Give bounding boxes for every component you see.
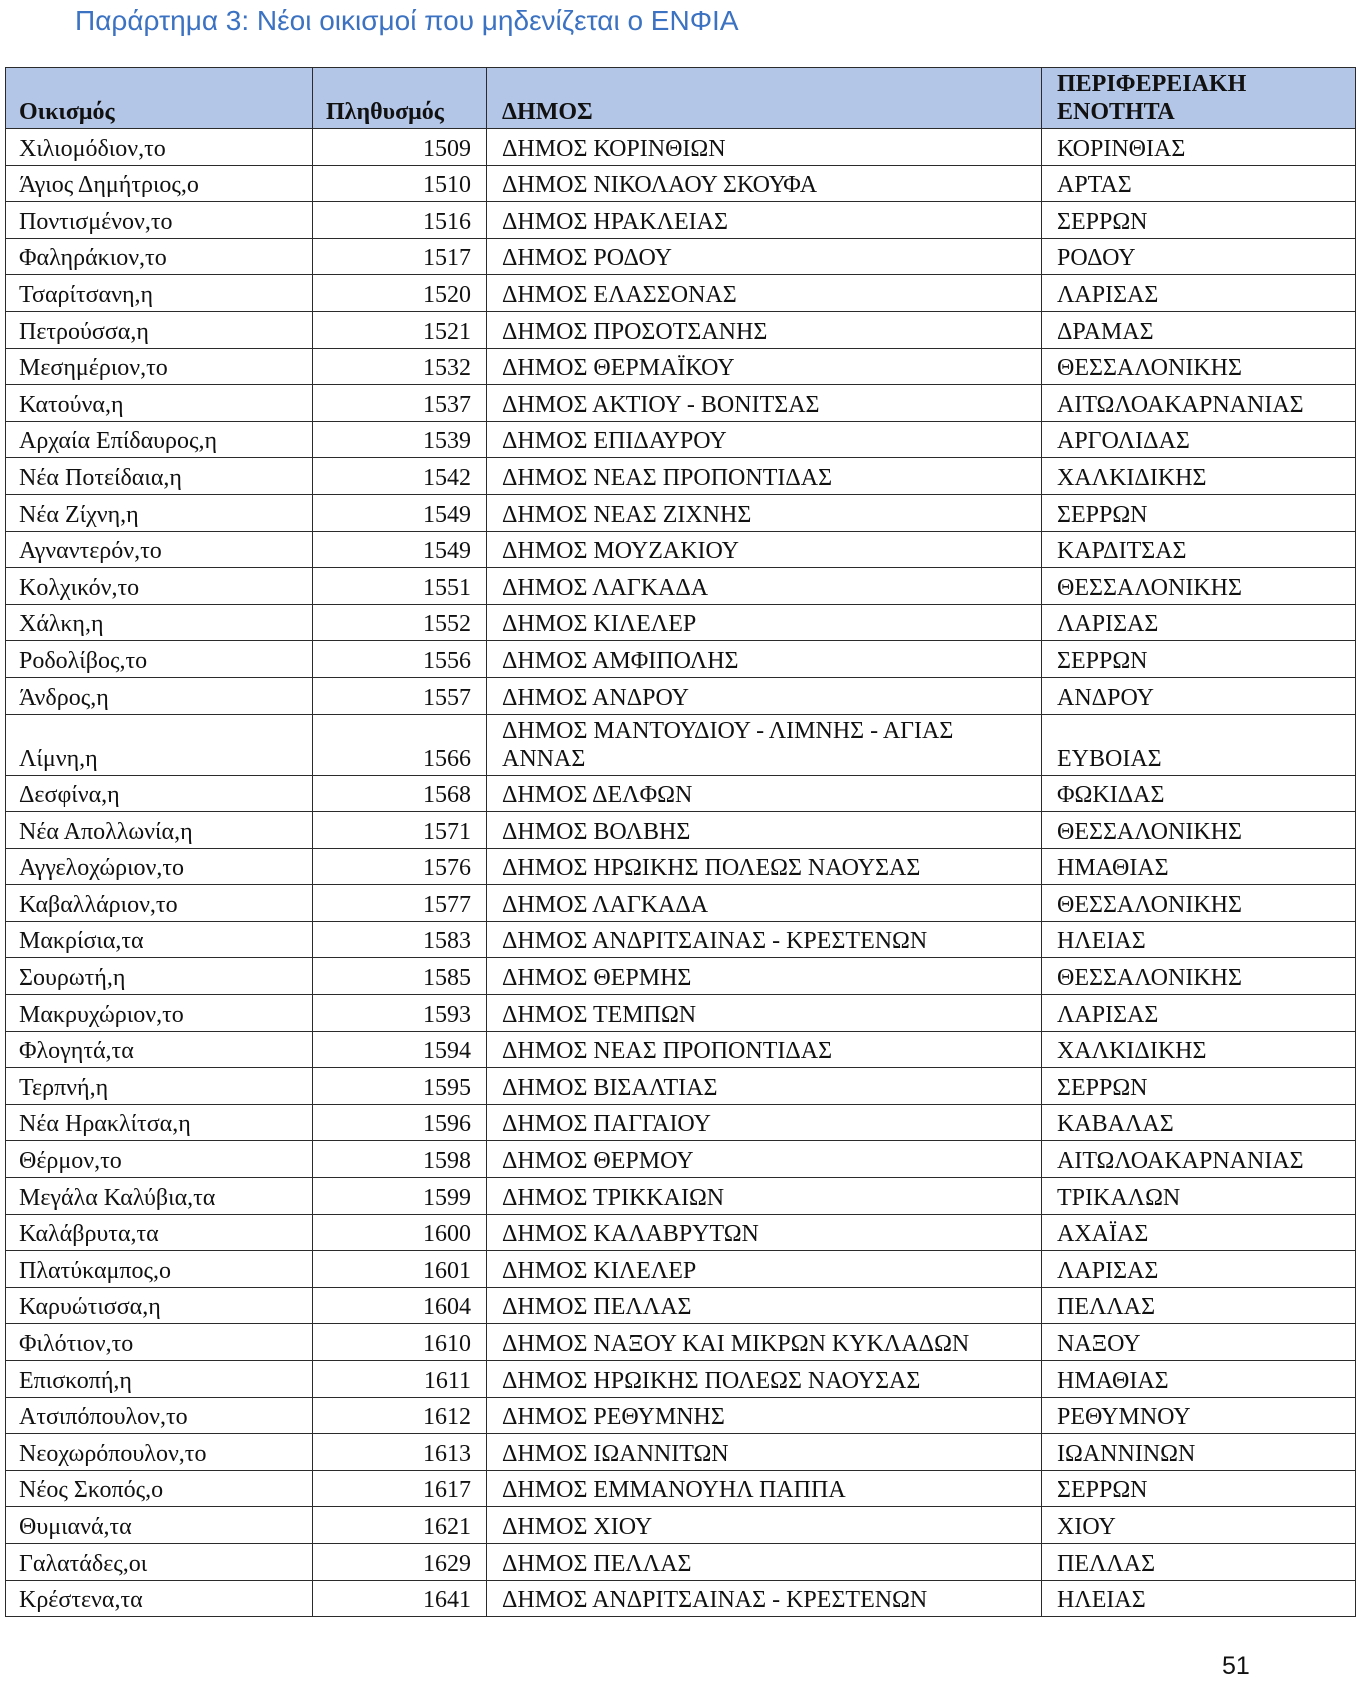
population-cell: 1583	[313, 921, 487, 958]
settlements-table	[5, 67, 1356, 1617]
regional-unit-cell: ΛΑΡΙΣΑΣ	[1042, 604, 1356, 641]
municipality-cell: ΔΗΜΟΣ ΛΑΓΚΑΔΑ	[487, 885, 1042, 922]
population-cell: 1611	[313, 1361, 487, 1398]
population-cell: 1556	[313, 641, 487, 678]
municipality-cell: ΔΗΜΟΣ ΤΕΜΠΩΝ	[487, 995, 1042, 1032]
settlement-cell: Μακρυχώριον,το	[6, 995, 313, 1032]
regional-unit-cell: ΧΑΛΚΙΔΙΚΗΣ	[1042, 458, 1356, 495]
regional-unit-cell: ΚΟΡΙΝΘΙΑΣ	[1042, 129, 1356, 166]
regional-unit-cell: ΣΕΡΡΩΝ	[1042, 494, 1356, 531]
municipality-cell: ΔΗΜΟΣ ΡΕΘΥΜΝΗΣ	[487, 1397, 1042, 1434]
regional-unit-cell: ΧΙΟΥ	[1042, 1507, 1356, 1544]
table-row	[6, 568, 1356, 605]
population-cell: 1593	[313, 995, 487, 1032]
table-row	[6, 1251, 1356, 1288]
header-population: Πληθυσμός	[313, 68, 487, 129]
municipality-cell: ΔΗΜΟΣ ΝΑΞΟΥ ΚΑΙ ΜΙΚΡΩΝ ΚΥΚΛΑΔΩΝ	[487, 1324, 1042, 1361]
settlement-cell: Χάλκη,η	[6, 604, 313, 641]
settlement-cell: Αγναντερόν,το	[6, 531, 313, 568]
population-cell: 1549	[313, 494, 487, 531]
table-row	[6, 1397, 1356, 1434]
municipality-cell: ΔΗΜΟΣ ΗΡΑΚΛΕΙΑΣ	[487, 202, 1042, 239]
table-row	[6, 958, 1356, 995]
population-cell: 1510	[313, 165, 487, 202]
table-row	[6, 885, 1356, 922]
population-cell: 1557	[313, 677, 487, 714]
regional-unit-cell: ΚΑΒΑΛΑΣ	[1042, 1104, 1356, 1141]
table-row	[6, 1214, 1356, 1251]
municipality-cell: ΔΗΜΟΣ ΙΩΑΝΝΙΤΩΝ	[487, 1434, 1042, 1471]
table-row	[6, 677, 1356, 714]
municipality-cell: ΔΗΜΟΣ ΗΡΩΙΚΗΣ ΠΟΛΕΩΣ ΝΑΟΥΣΑΣ	[487, 1361, 1042, 1398]
settlement-cell: Νέος Σκοπός,ο	[6, 1470, 313, 1507]
population-cell: 1537	[313, 385, 487, 422]
municipality-cell: ΔΗΜΟΣ ΜΟΥΖΑΚΙΟΥ	[487, 531, 1042, 568]
regional-unit-cell: ΦΩΚΙΔΑΣ	[1042, 775, 1356, 812]
population-cell: 1596	[313, 1104, 487, 1141]
regional-unit-cell: ΛΑΡΙΣΑΣ	[1042, 1251, 1356, 1288]
regional-unit-cell: ΝΑΞΟΥ	[1042, 1324, 1356, 1361]
population-cell: 1516	[313, 202, 487, 239]
settlement-cell: Πετρούσσα,η	[6, 311, 313, 348]
population-cell: 1617	[313, 1470, 487, 1507]
population-cell: 1613	[313, 1434, 487, 1471]
table-row	[6, 1104, 1356, 1141]
regional-unit-cell: ΕΥΒΟΙΑΣ	[1042, 714, 1356, 775]
municipality-cell: ΔΗΜΟΣ ΕΜΜΑΝΟΥΗΛ ΠΑΠΠΑ	[487, 1470, 1042, 1507]
municipality-cell: ΔΗΜΟΣ ΕΠΙΔΑΥΡΟΥ	[487, 421, 1042, 458]
table-row	[6, 848, 1356, 885]
regional-unit-cell: ΑΙΤΩΛΟΑΚΑΡΝΑΝΙΑΣ	[1042, 1141, 1356, 1178]
settlement-cell: Μακρίσια,τα	[6, 921, 313, 958]
population-cell: 1566	[313, 714, 487, 775]
table-row	[6, 1287, 1356, 1324]
settlement-cell: Καλάβρυτα,τα	[6, 1214, 313, 1251]
population-cell: 1595	[313, 1068, 487, 1105]
regional-unit-cell: ΧΑΛΚΙΔΙΚΗΣ	[1042, 1031, 1356, 1068]
table-row	[6, 812, 1356, 849]
table-row	[6, 1361, 1356, 1398]
table-body	[6, 129, 1356, 1617]
settlement-cell: Ροδολίβος,το	[6, 641, 313, 678]
table-header	[6, 68, 1356, 129]
table-row	[6, 165, 1356, 202]
settlement-cell: Δεσφίνα,η	[6, 775, 313, 812]
population-cell: 1599	[313, 1178, 487, 1215]
table-row	[6, 714, 1356, 775]
page-number: 51	[1222, 1652, 1250, 1680]
header-municipality: ΔΗΜΟΣ	[487, 68, 1042, 129]
table-row	[6, 1141, 1356, 1178]
municipality-cell: ΔΗΜΟΣ ΠΕΛΛΑΣ	[487, 1287, 1042, 1324]
municipality-cell: ΔΗΜΟΣ ΝΕΑΣ ΠΡΟΠΟΝΤΙΔΑΣ	[487, 1031, 1042, 1068]
regional-unit-cell: ΑΧΑΪΑΣ	[1042, 1214, 1356, 1251]
settlement-cell: Σουρωτή,η	[6, 958, 313, 995]
regional-unit-cell: ΗΜΑΘΙΑΣ	[1042, 848, 1356, 885]
header-row	[6, 68, 1356, 129]
population-cell: 1585	[313, 958, 487, 995]
table-row	[6, 995, 1356, 1032]
regional-unit-cell: ΣΕΡΡΩΝ	[1042, 1068, 1356, 1105]
settlement-cell: Ποντισμένον,το	[6, 202, 313, 239]
population-cell: 1600	[313, 1214, 487, 1251]
table-row	[6, 531, 1356, 568]
municipality-cell: ΔΗΜΟΣ ΧΙΟΥ	[487, 1507, 1042, 1544]
municipality-cell: ΔΗΜΟΣ ΔΕΛΦΩΝ	[487, 775, 1042, 812]
population-cell: 1629	[313, 1543, 487, 1580]
population-cell: 1641	[313, 1580, 487, 1617]
settlement-cell: Μεσημέριον,το	[6, 348, 313, 385]
table-row	[6, 311, 1356, 348]
population-cell: 1509	[313, 129, 487, 166]
table-row	[6, 348, 1356, 385]
municipality-cell: ΔΗΜΟΣ ΚΑΛΑΒΡΥΤΩΝ	[487, 1214, 1042, 1251]
regional-unit-cell: ΑΡΤΑΣ	[1042, 165, 1356, 202]
population-cell: 1539	[313, 421, 487, 458]
municipality-cell: ΔΗΜΟΣ ΒΙΣΑΛΤΙΑΣ	[487, 1068, 1042, 1105]
settlement-cell: Νέα Ζίχνη,η	[6, 494, 313, 531]
regional-unit-cell: ΛΑΡΙΣΑΣ	[1042, 995, 1356, 1032]
settlement-cell: Νέα Απολλωνία,η	[6, 812, 313, 849]
settlement-cell: Αρχαία Επίδαυρος,η	[6, 421, 313, 458]
settlement-cell: Νέα Ποτείδαια,η	[6, 458, 313, 495]
settlement-cell: Κολχικόν,το	[6, 568, 313, 605]
regional-unit-cell: ΡΕΘΥΜΝΟΥ	[1042, 1397, 1356, 1434]
page-title: Παράρτημα 3: Νέοι οικισμοί που μηδενίζεται ο ΕΝΦΙΑ	[75, 5, 739, 36]
population-cell: 1521	[313, 311, 487, 348]
regional-unit-cell: ΗΛΕΙΑΣ	[1042, 1580, 1356, 1617]
population-cell: 1552	[313, 604, 487, 641]
population-cell: 1598	[313, 1141, 487, 1178]
settlement-cell: Φλογητά,τα	[6, 1031, 313, 1068]
settlement-cell: Λίμνη,η	[6, 714, 313, 775]
population-cell: 1520	[313, 275, 487, 312]
population-cell: 1551	[313, 568, 487, 605]
regional-unit-cell: ΑΝΔΡΟΥ	[1042, 677, 1356, 714]
municipality-cell: ΔΗΜΟΣ ΒΟΛΒΗΣ	[487, 812, 1042, 849]
table-row	[6, 1580, 1356, 1617]
regional-unit-cell: ΡΟΔΟΥ	[1042, 238, 1356, 275]
population-cell: 1532	[313, 348, 487, 385]
municipality-cell: ΔΗΜΟΣ ΝΙΚΟΛΑΟΥ ΣΚΟΥΦΑ	[487, 165, 1042, 202]
municipality-cell: ΔΗΜΟΣ ΚΙΛΕΛΕΡ	[487, 1251, 1042, 1288]
table-row	[6, 1507, 1356, 1544]
municipality-cell: ΔΗΜΟΣ ΠΡΟΣΟΤΣΑΝΗΣ	[487, 311, 1042, 348]
municipality-cell: ΔΗΜΟΣ ΜΑΝΤΟΥΔΙΟΥ - ΛΙΜΝΗΣ - ΑΓΙΑΣ ΑΝΝΑΣ	[487, 714, 1042, 775]
table-row	[6, 238, 1356, 275]
header-settlement: Οικισμός	[6, 68, 313, 129]
population-cell: 1610	[313, 1324, 487, 1361]
population-cell: 1577	[313, 885, 487, 922]
population-cell: 1601	[313, 1251, 487, 1288]
population-cell: 1571	[313, 812, 487, 849]
settlement-cell: Κρέστενα,τα	[6, 1580, 313, 1617]
table-row	[6, 1543, 1356, 1580]
municipality-cell: ΔΗΜΟΣ ΠΑΓΓΑΙΟΥ	[487, 1104, 1042, 1141]
regional-unit-cell: ΛΑΡΙΣΑΣ	[1042, 275, 1356, 312]
regional-unit-cell: ΑΙΤΩΛΟΑΚΑΡΝΑΝΙΑΣ	[1042, 385, 1356, 422]
municipality-cell: ΔΗΜΟΣ ΡΟΔΟΥ	[487, 238, 1042, 275]
population-cell: 1612	[313, 1397, 487, 1434]
table-row	[6, 494, 1356, 531]
settlement-cell: Γαλατάδες,οι	[6, 1543, 313, 1580]
settlement-cell: Νέα Ηρακλίτσα,η	[6, 1104, 313, 1141]
regional-unit-cell: ΣΕΡΡΩΝ	[1042, 641, 1356, 678]
table-row	[6, 641, 1356, 678]
regional-unit-cell: ΣΕΡΡΩΝ	[1042, 1470, 1356, 1507]
regional-unit-cell: ΘΕΣΣΑΛΟΝΙΚΗΣ	[1042, 568, 1356, 605]
municipality-cell: ΔΗΜΟΣ ΘΕΡΜΟΥ	[487, 1141, 1042, 1178]
municipality-cell: ΔΗΜΟΣ ΚΟΡΙΝΘΙΩΝ	[487, 129, 1042, 166]
municipality-cell: ΔΗΜΟΣ ΝΕΑΣ ΖΙΧΝΗΣ	[487, 494, 1042, 531]
settlement-cell: Φαληράκιον,το	[6, 238, 313, 275]
regional-unit-cell: ΘΕΣΣΑΛΟΝΙΚΗΣ	[1042, 958, 1356, 995]
settlement-cell: Κατούνα,η	[6, 385, 313, 422]
municipality-cell: ΔΗΜΟΣ ΑΝΔΡΙΤΣΑΙΝΑΣ - ΚΡΕΣΤΕΝΩΝ	[487, 921, 1042, 958]
settlement-cell: Χιλιομόδιον,το	[6, 129, 313, 166]
settlement-cell: Ατσιπόπουλον,το	[6, 1397, 313, 1434]
municipality-cell: ΔΗΜΟΣ ΘΕΡΜΑΪΚΟΥ	[487, 348, 1042, 385]
table-row	[6, 275, 1356, 312]
municipality-cell: ΔΗΜΟΣ ΛΑΓΚΑΔΑ	[487, 568, 1042, 605]
municipality-cell: ΔΗΜΟΣ ΑΝΔΡΙΤΣΑΙΝΑΣ - ΚΡΕΣΤΕΝΩΝ	[487, 1580, 1042, 1617]
population-cell: 1594	[313, 1031, 487, 1068]
population-cell: 1604	[313, 1287, 487, 1324]
table-row	[6, 129, 1356, 166]
municipality-cell: ΔΗΜΟΣ ΚΙΛΕΛΕΡ	[487, 604, 1042, 641]
settlement-cell: Άγιος Δημήτριος,ο	[6, 165, 313, 202]
population-cell: 1549	[313, 531, 487, 568]
table-row	[6, 458, 1356, 495]
table-row	[6, 421, 1356, 458]
regional-unit-cell: ΠΕΛΛΑΣ	[1042, 1287, 1356, 1324]
table-row	[6, 604, 1356, 641]
table-row	[6, 1434, 1356, 1471]
regional-unit-cell: ΗΜΑΘΙΑΣ	[1042, 1361, 1356, 1398]
municipality-cell: ΔΗΜΟΣ ΕΛΑΣΣΟΝΑΣ	[487, 275, 1042, 312]
settlement-cell: Πλατύκαμπος,ο	[6, 1251, 313, 1288]
settlement-cell: Φιλότιον,το	[6, 1324, 313, 1361]
settlement-cell: Θέρμον,το	[6, 1141, 313, 1178]
settlement-cell: Θυμιανά,τα	[6, 1507, 313, 1544]
settlement-cell: Νεοχωρόπουλον,το	[6, 1434, 313, 1471]
regional-unit-cell: ΠΕΛΛΑΣ	[1042, 1543, 1356, 1580]
regional-unit-cell: ΗΛΕΙΑΣ	[1042, 921, 1356, 958]
table-row	[6, 385, 1356, 422]
population-cell: 1621	[313, 1507, 487, 1544]
municipality-cell: ΔΗΜΟΣ ΑΚΤΙΟΥ - ΒΟΝΙΤΣΑΣ	[487, 385, 1042, 422]
regional-unit-cell: ΔΡΑΜΑΣ	[1042, 311, 1356, 348]
settlement-cell: Τερπνή,η	[6, 1068, 313, 1105]
table-row	[6, 1324, 1356, 1361]
population-cell: 1542	[313, 458, 487, 495]
population-cell: 1517	[313, 238, 487, 275]
table-row	[6, 921, 1356, 958]
table-row	[6, 202, 1356, 239]
municipality-cell: ΔΗΜΟΣ ΘΕΡΜΗΣ	[487, 958, 1042, 995]
settlement-cell: Άνδρος,η	[6, 677, 313, 714]
regional-unit-cell: ΙΩΑΝΝΙΝΩΝ	[1042, 1434, 1356, 1471]
table-row	[6, 775, 1356, 812]
regional-unit-cell: ΘΕΣΣΑΛΟΝΙΚΗΣ	[1042, 885, 1356, 922]
municipality-cell: ΔΗΜΟΣ ΠΕΛΛΑΣ	[487, 1543, 1042, 1580]
regional-unit-cell: ΚΑΡΔΙΤΣΑΣ	[1042, 531, 1356, 568]
table-row	[6, 1178, 1356, 1215]
population-cell: 1568	[313, 775, 487, 812]
regional-unit-cell: ΑΡΓΟΛΙΔΑΣ	[1042, 421, 1356, 458]
table-row	[6, 1068, 1356, 1105]
settlement-cell: Αγγελοχώριον,το	[6, 848, 313, 885]
municipality-cell: ΔΗΜΟΣ ΑΜΦΙΠΟΛΗΣ	[487, 641, 1042, 678]
settlement-cell: Καβαλλάριον,το	[6, 885, 313, 922]
regional-unit-cell: ΘΕΣΣΑΛΟΝΙΚΗΣ	[1042, 348, 1356, 385]
header-regional-unit: ΠΕΡΙΦΕΡΕΙΑΚΗ ΕΝΟΤΗΤΑ	[1042, 68, 1356, 129]
municipality-cell: ΔΗΜΟΣ ΝΕΑΣ ΠΡΟΠΟΝΤΙΔΑΣ	[487, 458, 1042, 495]
population-cell: 1576	[313, 848, 487, 885]
regional-unit-cell: ΤΡΙΚΑΛΩΝ	[1042, 1178, 1356, 1215]
settlement-cell: Καρυώτισσα,η	[6, 1287, 313, 1324]
settlement-cell: Επισκοπή,η	[6, 1361, 313, 1398]
municipality-cell: ΔΗΜΟΣ ΑΝΔΡΟΥ	[487, 677, 1042, 714]
regional-unit-cell: ΘΕΣΣΑΛΟΝΙΚΗΣ	[1042, 812, 1356, 849]
settlement-cell: Τσαρίτσανη,η	[6, 275, 313, 312]
municipality-cell: ΔΗΜΟΣ ΗΡΩΙΚΗΣ ΠΟΛΕΩΣ ΝΑΟΥΣΑΣ	[487, 848, 1042, 885]
municipality-cell: ΔΗΜΟΣ ΤΡΙΚΚΑΙΩΝ	[487, 1178, 1042, 1215]
settlement-cell: Μεγάλα Καλύβια,τα	[6, 1178, 313, 1215]
table-row	[6, 1031, 1356, 1068]
table-row	[6, 1470, 1356, 1507]
regional-unit-cell: ΣΕΡΡΩΝ	[1042, 202, 1356, 239]
